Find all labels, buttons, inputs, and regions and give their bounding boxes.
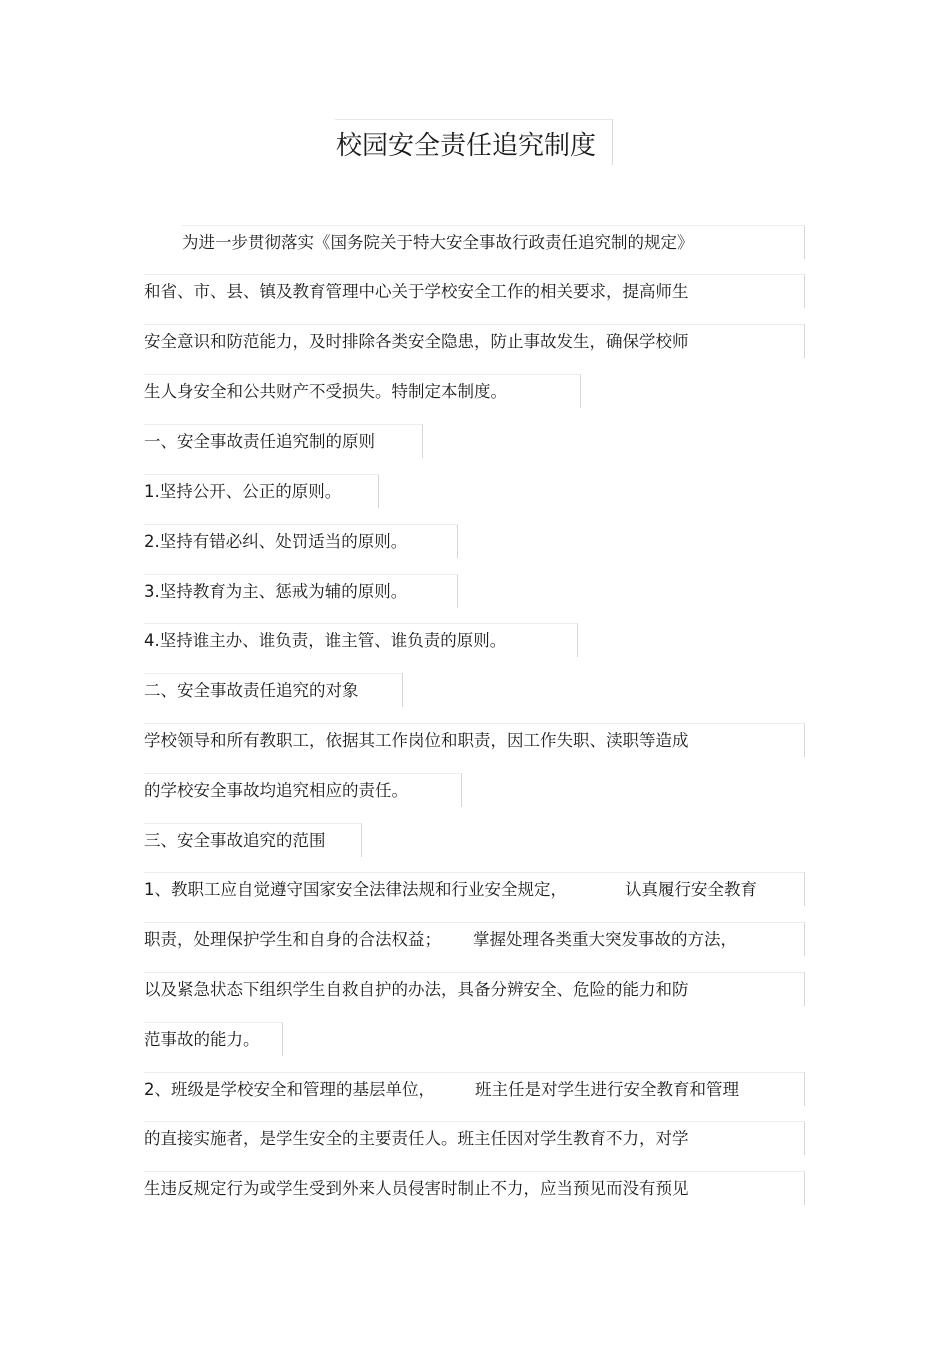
section-3-heading: 三、安全事故追究的范围	[144, 823, 362, 857]
section-3-item-2-line-3: 生违反规定行为或学生受到外来人员侵害时制止不力，应当预见而没有预见	[144, 1171, 805, 1205]
preamble-line-3: 安全意识和防范能力，及时排除各类安全隐患，防止事故发生，确保学校师	[144, 324, 805, 358]
preamble-line-1: 为进一步贯彻落实《国务院关于特大安全事故行政责任追究制的规定》	[182, 225, 805, 259]
section-3-item-2-line-1-part-b: 班主任是对学生进行安全教育和管理	[475, 1080, 739, 1099]
section-1-item-4: 4.坚持谁主办、谁负责，谁主管、谁负责的原则。	[144, 623, 578, 657]
section-3-item-1-line-1-part-a: 1、教职工应自觉遵守国家安全法律法规和行业安全规定，	[144, 880, 567, 899]
section-3-item-1-line-1	[144, 872, 805, 906]
section-3-item-1-line-2-part-a: 职责，处理保护学生和自身的合法权益；	[144, 930, 441, 949]
section-3-item-2-line-1-part-a: 2、班级是学校安全和管理的基层单位，	[144, 1080, 435, 1099]
section-1-item-1: 1.坚持公开、公正的原则。	[144, 474, 379, 508]
section-3-item-2-line-1	[144, 1072, 805, 1106]
section-1-item-2: 2.坚持有错必纠、处罚适当的原则。	[144, 524, 458, 558]
section-3-item-1-line-3: 以及紧急状态下组织学生自救自护的办法，具备分辨安全、危险的能力和防	[144, 972, 805, 1006]
section-2-heading: 二、安全事故责任追究的对象	[144, 673, 403, 707]
section-1-heading: 一、安全事故责任追究制的原则	[144, 424, 423, 458]
section-3-item-1-line-2-part-b: 掌握处理各类重大突发事故的方法，	[473, 930, 737, 949]
preamble-line-4: 生人身安全和公共财产不受损失。特制定本制度。	[144, 374, 581, 408]
section-3-item-1-line-4: 范事故的能力。	[144, 1022, 283, 1056]
document-title: 校园安全责任追究制度	[335, 119, 613, 165]
section-3-item-2-line-2: 的直接实施者，是学生安全的主要责任人。班主任因对学生教育不力，对学	[144, 1121, 805, 1155]
section-3-item-1-line-2	[144, 922, 805, 956]
section-1-item-3: 3.坚持教育为主、惩戒为辅的原则。	[144, 574, 458, 608]
preamble-line-2: 和省、市、县、镇及教育管理中心关于学校安全工作的相关要求，提高师生	[144, 274, 805, 308]
section-3-item-1-line-1-part-b: 认真履行安全教育	[625, 880, 757, 899]
section-2-line-1: 学校领导和所有教职工，依据其工作岗位和职责，因工作失职、渎职等造成	[144, 723, 805, 757]
section-2-line-2: 的学校安全事故均追究相应的责任。	[144, 773, 462, 807]
